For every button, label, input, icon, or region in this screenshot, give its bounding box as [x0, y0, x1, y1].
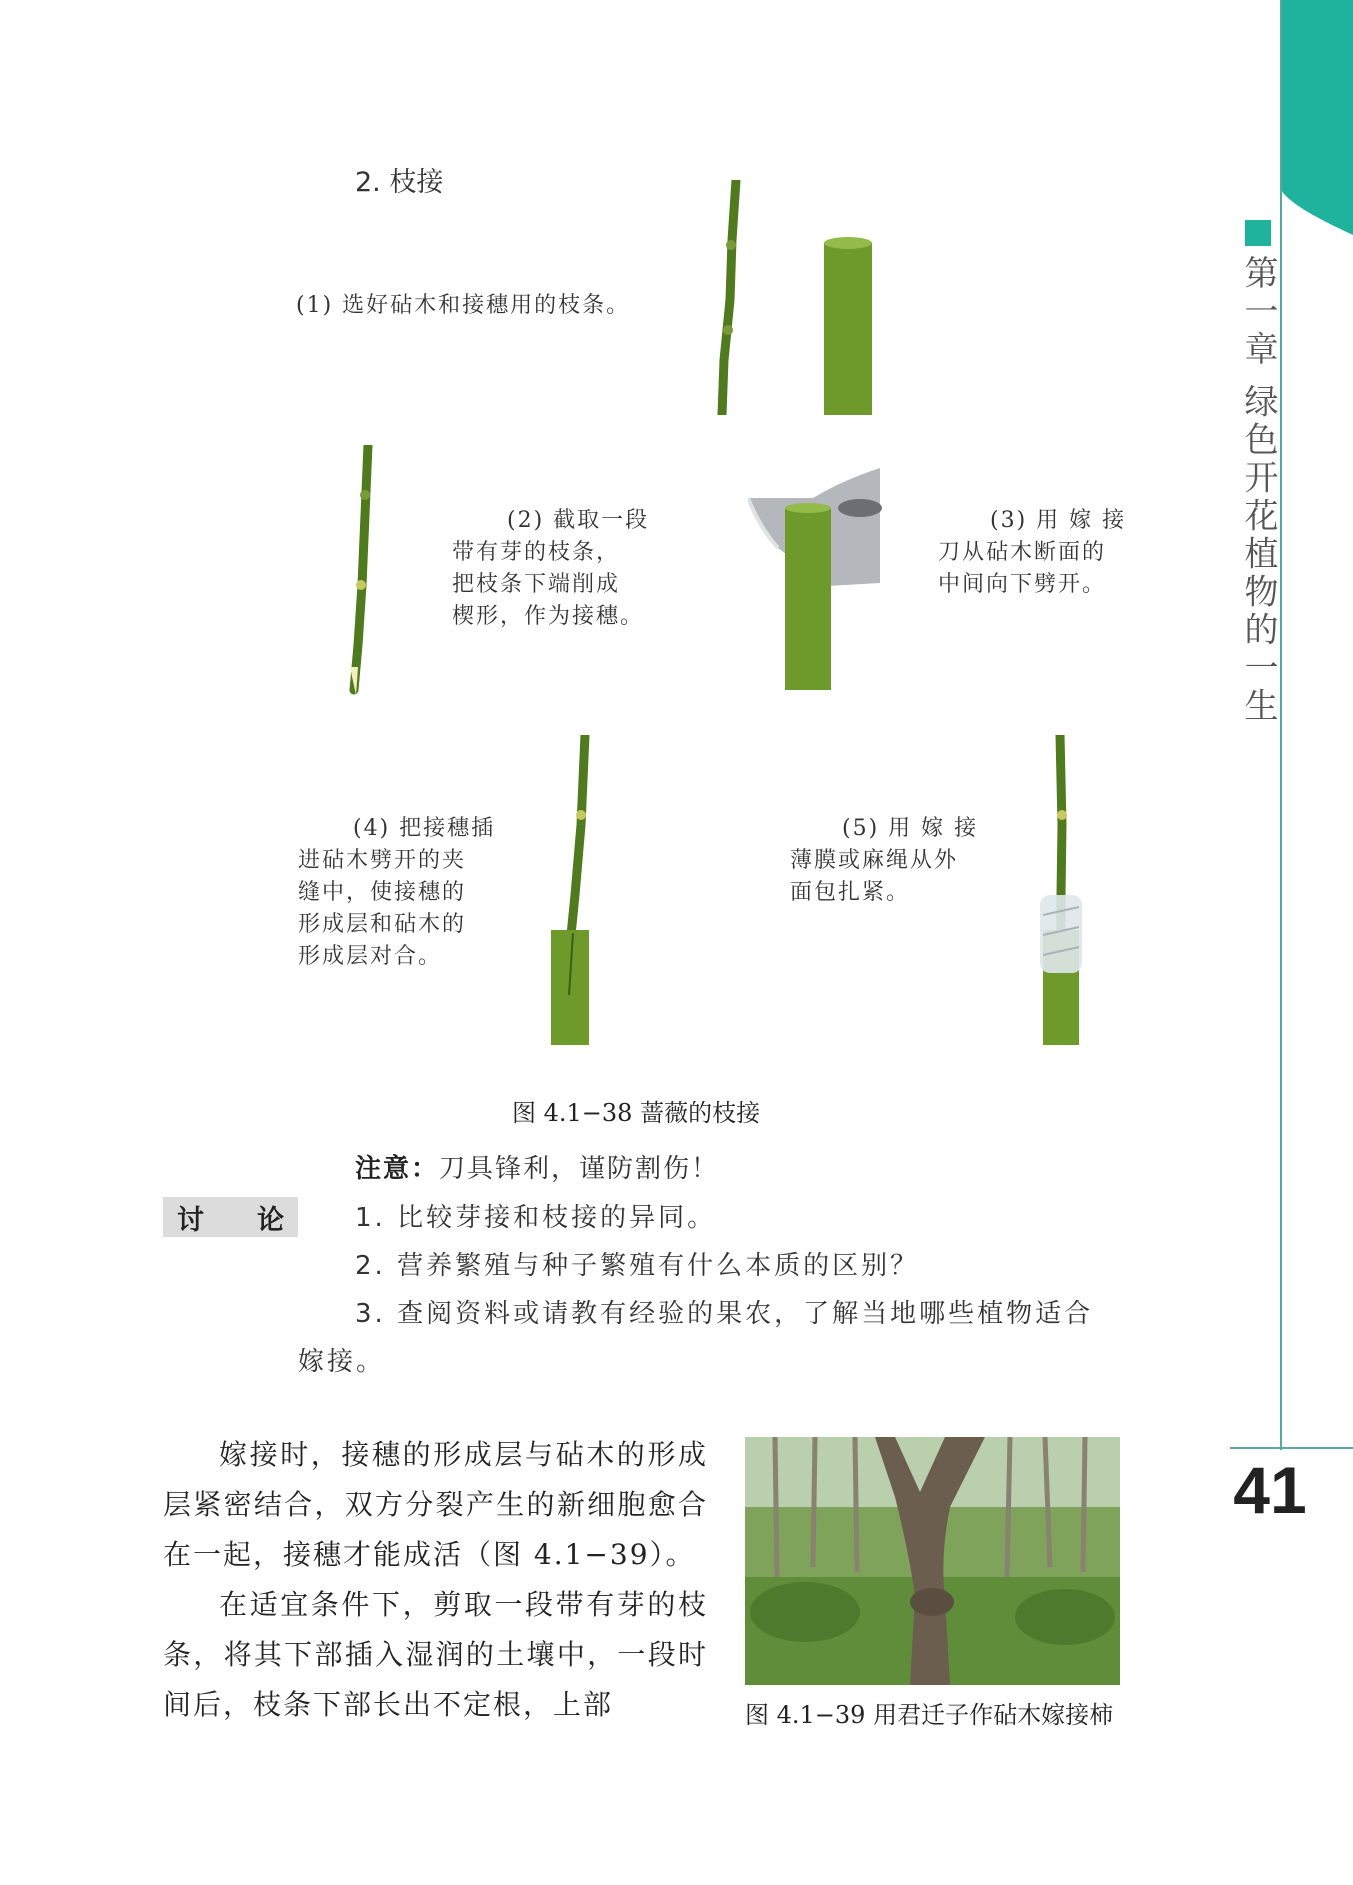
- note-text: 刀具锋利，谨防割伤！: [439, 1154, 720, 1184]
- discussion-badge: 讨 论: [163, 1197, 298, 1237]
- page-number: 41: [1233, 1453, 1307, 1527]
- page-rule: [1230, 1447, 1353, 1449]
- chapter-tab: [1281, 0, 1353, 235]
- inserted-scion-image: [545, 735, 595, 1045]
- grafting-knife-image: [748, 468, 883, 690]
- persimmon-graft-photo: [745, 1437, 1120, 1685]
- body-paragraph-1: 嫁接时，接穗的形成层与砧木的形成层紧密结合，双方分裂产生的新细胞愈合在一起，接穗才能成活（图 4.1−39）。: [163, 1438, 708, 1571]
- wedge-scion-image: [340, 445, 380, 695]
- discussion-question-3: 3. 查阅资料或请教有经验的果农，了解当地哪些植物适合: [355, 1299, 1094, 1329]
- chapter-title: 第一章 绿色开花植物的一生: [1238, 255, 1278, 726]
- body-paragraph-2: 在适宜条件下，剪取一段带有芽的枝条，将其下部插入湿润的土壤中，一段时间后，枝条下部长出不定根，上部: [163, 1588, 708, 1721]
- chapter-marker: [1245, 220, 1271, 246]
- figure-2-caption: 图 4.1−39 用君迁子作砧木嫁接柿: [745, 1701, 1114, 1729]
- step-4-caption: (4) 把接穗插 进砧木劈开的夹 缝中，使接穗的 形成层和砧木的 形成层对合。: [298, 816, 496, 969]
- discussion-question-2: 2. 营养繁殖与种子繁殖有什么本质的区别？: [355, 1251, 920, 1281]
- safety-note: [355, 1148, 719, 1185]
- note-label: 注意：: [355, 1154, 440, 1184]
- body-text: [163, 1430, 708, 1730]
- wrapped-graft-image: [1035, 735, 1085, 1045]
- step-2-caption: (2) 截取一段 带有芽的枝条， 把枝条下端削成 楔形，作为接穗。: [452, 508, 650, 629]
- step-3-caption: (3) 用 嫁 接 刀从砧木断面的 中间向下劈开。: [938, 508, 1127, 597]
- discussion-question-1: 1. 比较芽接和枝接的异同。: [355, 1203, 717, 1233]
- step-1-caption: (1) 选好砧木和接穗用的枝条。: [296, 293, 631, 318]
- step-5-caption: (5) 用 嫁 接 薄膜或麻绳从外 面包扎紧。: [790, 816, 979, 905]
- discussion-question-3-cont: 嫁接。: [298, 1347, 386, 1377]
- scion-branch-image: [710, 180, 750, 415]
- section-heading: 2. 枝接: [355, 167, 444, 198]
- rootstock-image: [820, 235, 876, 415]
- figure-1-caption: 图 4.1−38 蔷薇的枝接: [512, 1099, 761, 1127]
